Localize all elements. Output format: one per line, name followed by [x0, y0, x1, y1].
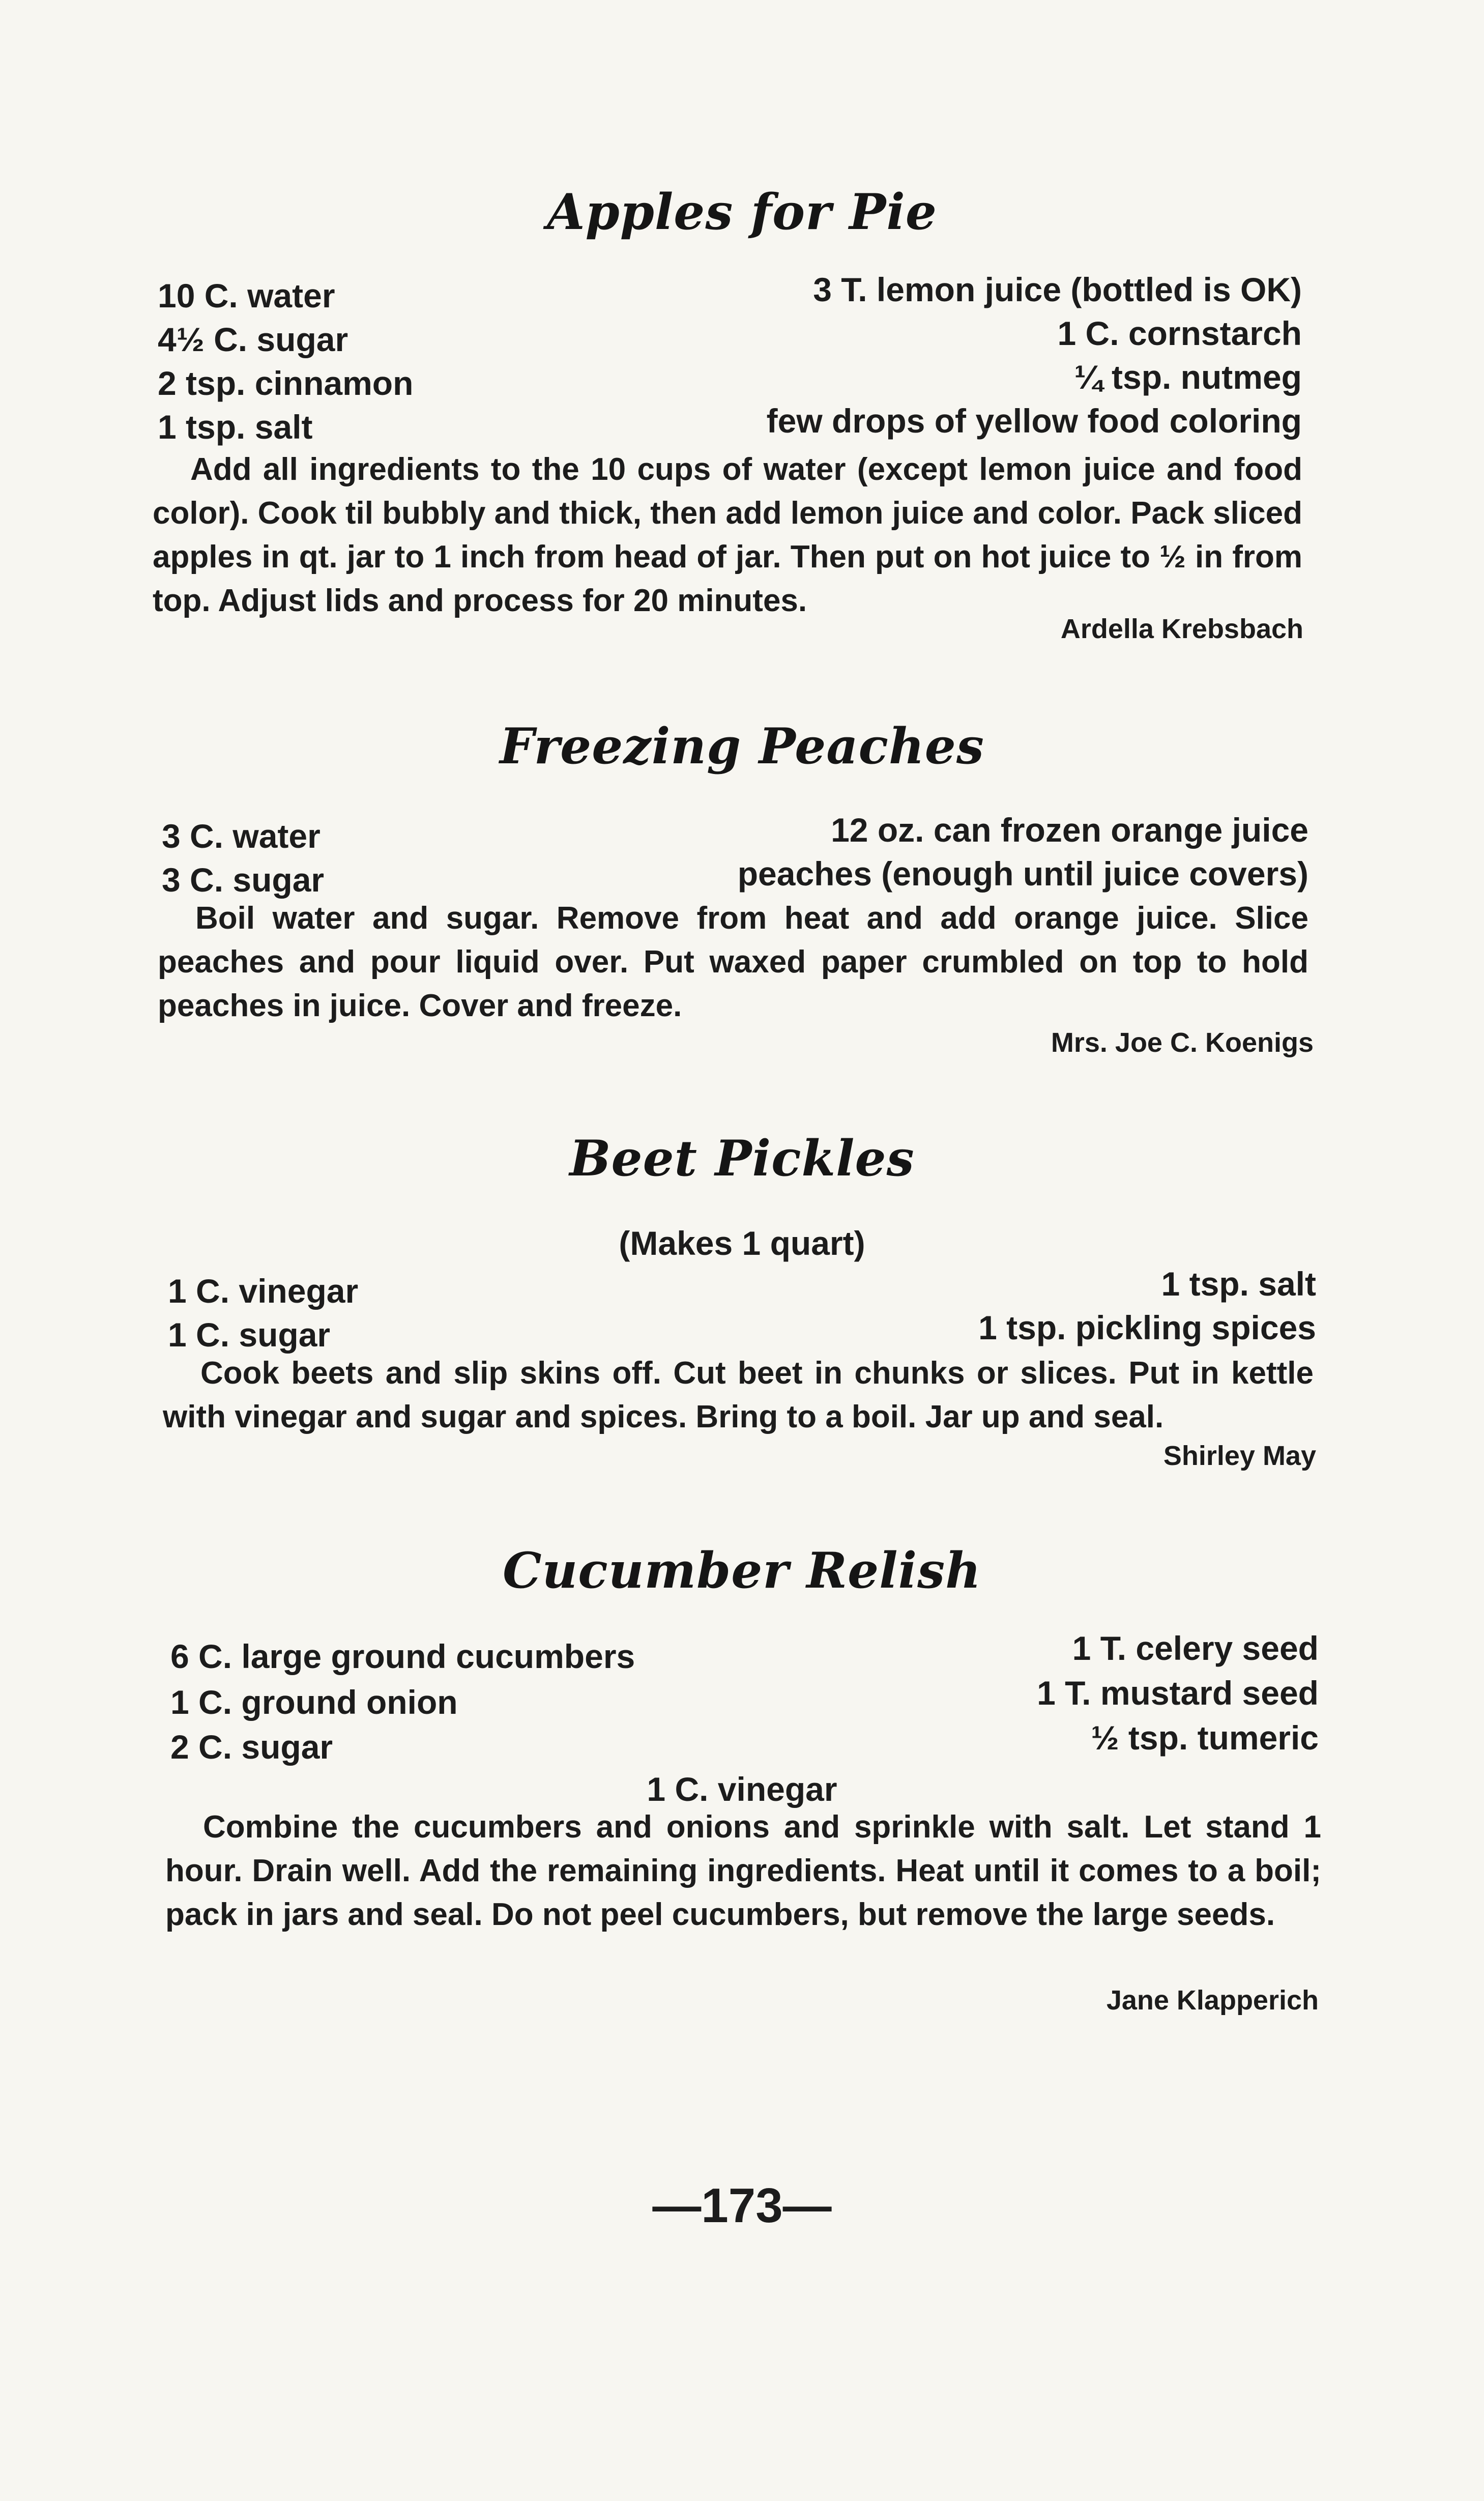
ingredient: 1 tsp. salt — [158, 408, 313, 446]
recipe-title-apples-for-pie: Apples for Pie — [547, 183, 937, 241]
ingredient: 1 C. vinegar — [168, 1272, 359, 1310]
ingredient: 6 C. large ground cucumbers — [170, 1637, 635, 1675]
ingredient: 12 oz. can frozen orange juice — [831, 811, 1308, 849]
recipe-title-beet-pickles: Beet Pickles — [569, 1130, 915, 1187]
ingredient: 1 tsp. pickling spices — [978, 1309, 1316, 1346]
ingredient: peaches (enough until juice covers) — [737, 855, 1308, 893]
recipe-author: Jane Klapperich — [1106, 1985, 1319, 2016]
ingredient: 10 C. water — [158, 277, 335, 314]
recipe-title-cucumber-relish: Cucumber Relish — [503, 1542, 981, 1599]
recipe-author: Ardella Krebsbach — [1060, 614, 1303, 644]
recipe-title-freezing-peaches: Freezing Peaches — [500, 717, 984, 775]
ingredient: 2 tsp. cinnamon — [158, 364, 414, 402]
ingredient: few drops of yellow food coloring — [766, 402, 1302, 440]
recipe-directions: Combine the cucumbers and onions and sprinkle with salt. Let stand 1 hour. Drain well. Add the remaining ingredients. Heat until it comes to a boil; pack in jars and seal. Do not peel cucumbers, but remove the large seeds. — [165, 1809, 1321, 1932]
ingredient: 1 C. ground onion — [170, 1683, 458, 1721]
ingredient: 1 tsp. salt — [1161, 1265, 1316, 1303]
ingredient: 2 C. sugar — [170, 1728, 333, 1766]
ingredient: 3 C. water — [162, 817, 321, 855]
ingredient: 1 C. cornstarch — [1057, 314, 1302, 352]
recipe-author: Mrs. Joe C. Koenigs — [1051, 1027, 1314, 1058]
recipe-yield: (Makes 1 quart) — [619, 1224, 865, 1262]
recipe-directions: Cook beets and slip skins off. Cut beet in chunks or slices. Put in kettle with vinegar and sugar and spices. Bring to a boil. Jar up and seal. — [163, 1356, 1314, 1434]
recipe-directions: Boil water and sugar. Remove from heat and add orange juice. Slice peaches and pour liquid over. Put waxed paper crumbled on top to hold peaches in juice. Cover and freeze. — [158, 901, 1308, 1023]
recipe-author: Shirley May — [1163, 1441, 1316, 1471]
ingredient: 3 T. lemon juice (bottled is OK) — [813, 271, 1302, 308]
ingredient: 1 T. celery seed — [1072, 1629, 1319, 1667]
page-number: —173— — [652, 2178, 832, 2233]
ingredient: ½ tsp. tumeric — [1091, 1719, 1319, 1757]
ingredient: 3 C. sugar — [162, 861, 325, 899]
recipe-directions: Add all ingredients to the 10 cups of water (except lemon juice and food color). Cook til bubbly and thick, then add lemon juice and color. Pack sliced apples in qt. jar to 1 inch from head of jar. Then put on hot juice to ½ in from top. Adjust lids and process for 20 minutes. — [153, 452, 1302, 618]
ingredient: 1 C. vinegar — [647, 1770, 837, 1808]
ingredient: 1 C. sugar — [168, 1316, 331, 1354]
ingredient: ¼ tsp. nutmeg — [1074, 358, 1302, 396]
ingredient: 1 T. mustard seed — [1037, 1674, 1319, 1712]
ingredient: 4½ C. sugar — [158, 321, 348, 358]
